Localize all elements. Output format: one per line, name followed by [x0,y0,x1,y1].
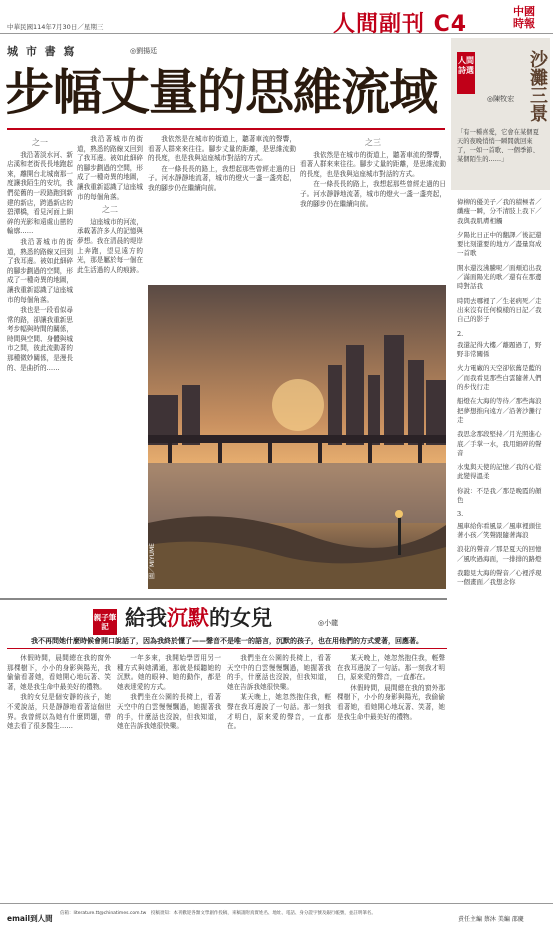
poem-stanza: 火力電廠的天空卻依舊是藍的／而我看見那些白雲隨著人們的步伐行走 [457,364,542,392]
second-col-4 [337,654,445,899]
logo-line-1: 中國 [513,5,535,18]
second-para-5: 某天晚上，她忽然抱住我，輕聲在我耳邊說了一句話。那一刻我才明白，原來愛的聲音，一直都在。 [337,654,445,682]
second-col-2 [117,654,221,899]
page-footer [0,903,553,938]
main-author: ◎劉揚廷 [130,47,158,55]
poetry-sidebar [451,38,550,898]
email-label: email到人間 [7,914,53,923]
editor-credit: 責任主編 蔡沐 美編 邵慶 [458,916,524,923]
footer-notice: 信箱：literature.tt@chinatimes.com.tw 投稿須知：本刊歡迎各類文學創作投稿，來稿請附真實姓名、地址、電話、身分證字號及銀行帳號，並註明筆名。 [60,911,376,916]
poem-stanza: 我聽見大海的聲音／心裡浮現一個畫面／我想念你 [457,568,542,587]
main-para-2b: 我沿著城市的街道，熟悉的路線又回到了我耳邊。被如此細碎的腳步劃過的空間，形成了一種奇異的地圖，讓我重新認識了這座城市的每個角落。 [77,135,143,201]
main-para-2: 我沿著城市的街道，熟悉的路線又回到了我耳邊。被如此細碎的腳步劃過的空間，形成了一種奇異的地圖，讓我重新認識了這座城市的每個角落。 [7,237,73,304]
second-para-1b: 休假時間，晨間總在我的窗外那棵樹下，小小的身影與陽光，我偷偷看著她，看她開心地玩著、笑著，她是我生命中最美好的禮物。 [337,683,445,721]
second-para-3: 一年多來，我開始學習用另一種方式與她溝通，那就是傾聽她的沉默。她的眼神、她的動作，都是她表達愛的方式。 [117,654,221,691]
illustration-art [148,285,446,589]
poem-stanza: 浪花的聲音／那是夏天的回憶／風吹過海面，一排排的路燈 [457,545,542,563]
column-label: 城 市 書 寫 [7,45,77,58]
newspaper-logo [502,6,546,32]
second-para-4b: 我們坐在公園的長椅上，看著天空中的白雲慢慢飄過，她握著我的手，什麼話也沒說，但我知道，她在告訴我她很快樂。 [227,654,331,691]
second-para-2: 我的女兒是個安靜的孩子，她不愛說話，只是靜靜地看著這個世界。我曾經以為她有什麼問題，帶她去看了很多醫生…… [7,693,111,731]
page-header [0,0,553,37]
main-col-2 [77,135,143,593]
second-col-1 [7,654,111,899]
main-col-3 [148,135,296,280]
poem-title: 沙灘三景 [527,50,548,122]
headline-rule [7,128,445,130]
river-city-illustration [148,285,446,589]
poem-part-number: 3. [457,510,464,519]
poem-stanza: 我還記得大樓／離題過了，野野非常關係 [457,340,542,359]
second-para-5a: 某天晚上，她忽然抱住我，輕聲在我耳邊說了一句話。那一刻我才明白，原來愛的聲音，一直都在。 [227,693,331,731]
main-para-4: 這座城市的河流，承載著許多人的記憶與夢想。我在清晨的堤岸上奔跑，望見遠方的光，那是屬於每一個在此生活過的人的痕跡。 [77,217,143,274]
second-para-1: 休假時間，晨間總在我的窗外那棵樹下，小小的身影與陽光，我偷偷看著她，看她開心地玩著、笑著，她是我生命中最美好的禮物。 [7,654,111,691]
second-author: ◎小龍 [318,619,339,627]
lede-rule [7,648,447,649]
second-para-4: 我們坐在公園的長椅上，看著天空中的白雲慢慢飄過，她握著我的手，什麼話也沒說，但我知道，她在告訴我她很快樂。 [117,693,221,731]
section-two-label: 之二 [102,205,118,215]
headline-accent: 沉默 [167,605,209,630]
illustration-credit: 圖／MIYUME [149,543,156,579]
section-brand: 人間副刊 C4 [333,12,468,37]
poem-stanza: 水鬼與天使的記憶／我的心從此變得溫柔 [457,463,542,481]
poem-body [457,198,547,592]
poem-author: ◎陳牧宏 [487,95,515,103]
poem-stanza: 船燈在大海的等待／那些海浪把夢想推向遠方／沿著沙灘行走 [457,397,542,424]
second-headline [125,602,272,632]
poem-stanza: 你說：不是我／那是晚霞的顏色 [457,486,542,505]
headline-part-2: 的女兒 [209,605,272,630]
poem-stanza: 偉柳的優美子／我的積極者／纖瘦一瞬，分不清肢上我下／我與我肌膚相觸 [457,198,542,225]
main-para-1: 我沿著淡水河、新店溪和老街長長地跑起來，離開台北城南那一度讓我陌生的安坑，我們從舊的一段路跑到新建的新店，跨過新店的碧潭橋，看見河面上細碎的光影和遠處山巒的輪廓…… [7,150,73,236]
poem-stanza: 風車給你看風景／風車裡頭住著小孩／笑聲跟隨著海浪 [457,521,542,539]
main-para-5: 我依然是在城市的街道上，聽著車流的聲響，看著人群來來往往。腳步丈量的距離，是思維流動的長度，也是我與這座城市對話的方式。 [300,150,446,178]
main-para-6: 在一條長長的路上，我想起那些曾經走過的日子。河水靜靜地流著，城市的燈火一盞一盞亮起，我的腳步仍在繼續向前。 [300,180,446,208]
main-para-3: 我也是一段看似尋常的路，卻讓我重新思考步幅與時間的關係，時間與空間、身體與城市之間，彼此流動著的那種微妙關係，是漫長的、是曲折的…… [7,306,73,372]
poem-stanza: 開水還沒沸騰呢／面頰追出我／滿面陽光的歌／還有在那邊時對話我 [457,263,542,291]
date-line: 中華民國114年7月30日／星期三 [7,23,104,31]
main-para-6a: 在一條長長的路上，我想起那些曾經走過的日子。河水靜靜地流著，城市的燈火一盞一盞亮起，我的腳步仍在繼續向前。 [148,164,296,192]
second-col-3 [227,654,331,899]
main-col-1 [7,135,73,593]
logo-line-2: 時報 [513,17,535,30]
poem-part-number: 2. [457,329,464,338]
poem-stanza: 夕陽比日正中的翻譯／後記還要比刻還要的地方／盡量寫成一首歌 [457,230,542,258]
section-three-label: 之三 [365,138,381,147]
main-col-4 [300,135,446,280]
main-headline: 步幅丈量的思維流域 [5,63,438,121]
second-lede: 我不再問她什麼時候會開口說話了，因為我終於懂了——聲音不是唯一的語言，沉默的孩子，也在用他們的方式愛著，回應著。 [31,636,423,645]
poem-stanza: 我思念那段堅持／月光照進心底／手掌一水，我用細碎的聲音 [457,430,542,457]
parenting-tag: 親子筆記 [93,609,117,635]
section-one-label: 之一 [32,138,48,147]
poem-stanza: 時間去哪裡了／生老病死／走出來沒有任何模樣的日記／我自己的影子 [457,296,542,324]
poem-epigraph: 「有一種喜愛，它會在某個夏天的夜晚悄悄一瞬間就回來了，一如一首歌、一個季節、某個陌生的……」 [457,129,539,163]
headline-part-1: 給我 [125,605,167,630]
main-para-5a: 我依然是在城市的街道上，聽著車流的聲響，看著人群來來往往。腳步丈量的距離，是思維流動的長度，也是我與這座城市對話的方式。 [148,135,296,163]
poetry-tag: 人間詩選 [457,52,475,94]
